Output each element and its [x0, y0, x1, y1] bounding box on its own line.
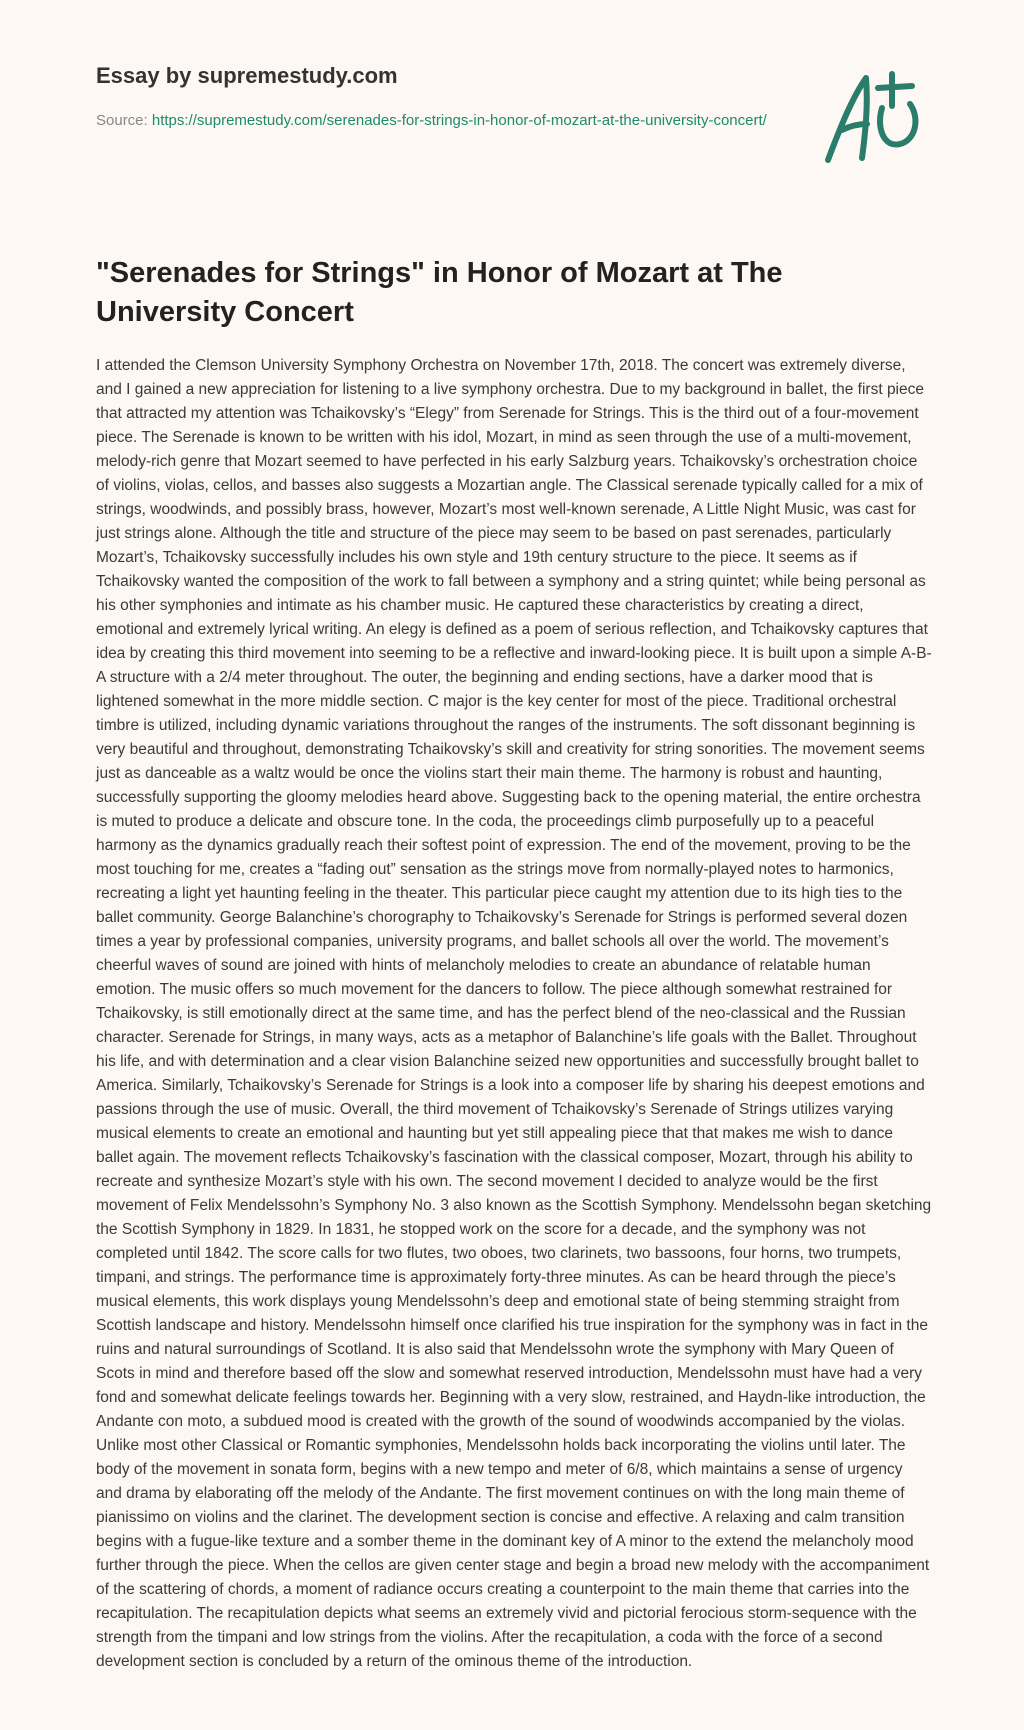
page-header	[96, 60, 796, 132]
essay-title: "Serenades for Strings" in Honor of Mozart at The University Concert	[96, 257, 783, 328]
site-title: Essay by supremestudy.com	[96, 63, 398, 88]
a-plus-logo-icon	[820, 68, 930, 168]
essay-body: I attended the Clemson University Symphony Orchestra on November 17th, 2018. The concert was extremely diverse, and I gained a new appreciation for listening to a live symphony orchestra. Due to my background in ballet, the first piece that attracted my attention was Tchaikovsky’s “Elegy” from Serenade for Strings. This is the third out of a four-movement piece. The Serenade is known to be written with his idol, Mozart, in mind as seen through the use of a multi-movement, melody-rich genre that Mozart seemed to have perfected in his early Salzburg years. Tchaikovsky’s orchestration choice of violins, violas, cellos, and basses also suggests a Mozartian angle. The Classical serenade typically called for a mix of strings, woodwinds, and possibly brass, however, Mozart’s most well-known serenade, A Little Night Music, was cast for just strings alone. Although the title and structure of the piece may seem to be based on past serenades, particularly Mozart’s, Tchaikovsky successfully includes his own style and 19th century structure to the piece. It seems as if Tchaikovsky wanted the composition of the work to fall between a symphony and a string quintet; while being personal as his other symphonies and intimate as his chamber music. He captured these characteristics by creating a direct, emotional and extremely lyrical writing. An elegy is defined as a poem of serious reflection, and Tchaikovsky captures that idea by creating this third movement into seeming to be a reflective and inward-looking piece. It is built upon a simple A-B-A structure with a 2/4 meter throughout. The outer, the beginning and ending sections, have a darker mood that is lightened somewhat in the more middle section. C major is the key center for most of the piece. Traditional orchestral timbre is utilized, including dynamic variations throughout the ranges of the instruments. The soft dissonant beginning is very beautiful and throughout, demonstrating Tchaikovsky’s skill and creativity for string sonorities. The movement seems just as danceable as a waltz would be once the violins start their main theme. The harmony is robust and haunting, successfully supporting the gloomy melodies heard above. Suggesting back to the opening material, the entire orchestra is muted to produce a delicate and obscure tone. In the coda, the proceedings climb purposefully up to a peaceful harmony as the dynamics gradually reach their softest point of expression. The end of the movement, proving to be the most touching for me, creates a “fading out” sensation as the strings move from normally-played notes to harmonics, recreating a light yet haunting feeling in the theater. This particular piece caught my attention due to its high ties to the ballet community. George Balanchine’s chorography to Tchaikovsky’s Serenade for Strings is performed several dozen times a year by professional companies, university programs, and ballet schools all over the world. The movement’s cheerful waves of sound are joined with hints of melancholy melodies to create an abundance of relatable human emotion. The music offers so much movement for the dancers to follow. The piece although somewhat restrained for Tchaikovsky, is still emotionally direct at the same time, and has the perfect blend of the neo-classical and the Russian character. Serenade for Strings, in many ways, acts as a metaphor of Balanchine’s life goals with the Ballet. Throughout his life, and with determination and a clear vision Balanchine seized new opportunities and successfully brought ballet to America. Similarly, Tchaikovsky’s Serenade for Strings is a look into a composer life by sharing his deepest emotions and passions through the use of music. Overall, the third movement of Tchaikovsky’s Serenade of Strings utilizes varying musical elements to create an emotional and haunting but yet still appealing piece that that makes me wish to dance ballet again. The movement reflects Tchaikovsky’s fascination with the classical composer, Mozart, through his ability to recreate and synthesize Mozart’s style with his own. The second movement I decided to analyze would be the first movement of Felix Mendelssohn’s Symphony No. 3 also known as the Scottish Symphony. Mendelssohn began sketching the Scottish Symphony in 1829. In 1831, he stopped work on the score for a decade, and the symphony was not completed until 1842. The score calls for two flutes, two oboes, two clarinets, two bassoons, four horns, two trumpets, timpani, and strings. The performance time is approximately forty-three minutes. As can be heard through the piece’s musical elements, this work displays young Mendelssohn’s deep and emotional state of being stemming straight from Scottish landscape and history. Mendelssohn himself once clarified his true inspiration for the symphony was in fact in the ruins and natural surroundings of Scotland. It is also said that Mendelssohn wrote the symphony with Mary Queen of Scots in mind and therefore based off the slow and somewhat reserved introduction, Mendelssohn must have had a very fond and somewhat delicate feelings towards her. Beginning with a very slow, restrained, and Haydn-like introduction, the Andante con moto, a subdued mood is created with the growth of the sound of woodwinds accompanied by the violas. Unlike most other Classical or Romantic symphonies, Mendelssohn holds back incorporating the violins until later. The body of the movement in sonata form, begins with a new tempo and meter of 6/8, which maintains a sense of urgency and drama by elaborating off the melody of the Andante. The first movement continues on with the long main theme of pianissimo on violins and the clarinet. The development section is concise and effective. A relaxing and calm transition begins with a fugue-like texture and a somber theme in the dominant key of A minor to the extend the melancholy mood further through the piece. When the cellos are given center stage and begin a broad new melody with the accompaniment of the scattering of chords, a moment of radiance occurs creating a counterpoint to the main theme that carries into the recapitulation. The recapitulation depicts what seems an extremely vivid and pictorial ferocious storm-sequence with the strength from the timpani and low strings from the violins. After the recapitulation, a coda with the force of a second development section is concluded by a return of the ominous theme of the introduction.	[96, 357, 932, 1670]
source-label: Source:	[96, 112, 148, 129]
source-line	[96, 110, 796, 132]
source-link[interactable]: https://supremestudy.com/serenades-for-strings-in-honor-of-mozart-at-the-university-concert/	[151, 112, 767, 129]
